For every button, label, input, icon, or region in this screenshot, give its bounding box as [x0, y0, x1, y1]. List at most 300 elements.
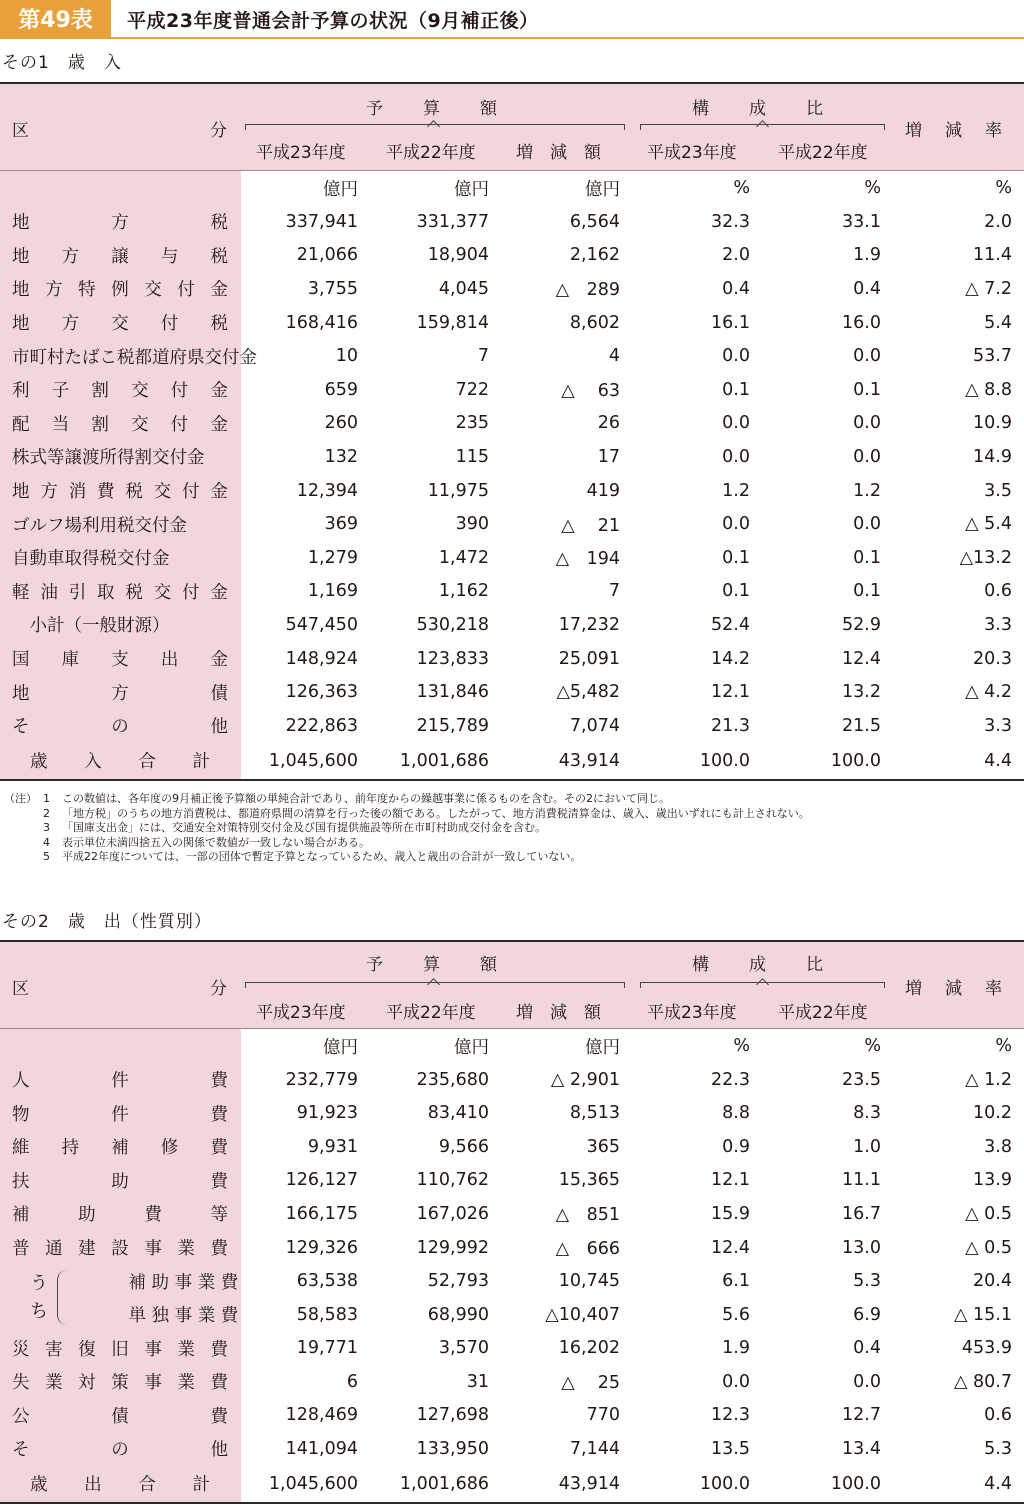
label-char: 引 [68, 582, 87, 603]
value-cell: 43,914 [558, 750, 620, 771]
value-cell: 12.4 [711, 1237, 750, 1258]
label-char: 物 [12, 1104, 30, 1125]
note-text: 「地方税」のうちの地方消費税は、都道府県間の清算を行った後の額である。したがって、地方消費税清算金は、歳入、歳出いずれにも計上されない。 [62, 806, 810, 820]
label-char: 割 [91, 414, 109, 435]
label-char: 税 [125, 482, 143, 503]
note-text: 表示単位未満四捨五入の関係で数値が一致しない場合がある。 [62, 835, 370, 849]
value-cell: 16.0 [842, 312, 881, 333]
unit-cell: % [733, 178, 750, 198]
label-char: 費 [210, 1239, 228, 1259]
label-char: 出 [84, 1475, 102, 1496]
value-cell: 15.9 [711, 1203, 750, 1224]
value-cell: 58,583 [296, 1304, 358, 1325]
label-char: 軽 [12, 582, 30, 603]
value-cell: 10.9 [973, 413, 1012, 434]
value-cell: 43,914 [558, 1473, 620, 1494]
label-char: 当 [51, 414, 70, 435]
fy22-header: 平成22年度 [386, 1003, 476, 1023]
row-label [12, 1164, 228, 1198]
value-cell: 0.4 [722, 278, 750, 299]
value-cell: 123,833 [416, 648, 489, 669]
value-cell: 215,789 [416, 715, 489, 736]
table-row [0, 1130, 1024, 1164]
value-cell: 2.0 [722, 245, 750, 266]
value-cell: 235 [455, 413, 489, 434]
value-cell: 20.4 [973, 1271, 1012, 1292]
label-char: 策 [111, 1373, 129, 1394]
units-row [0, 1029, 1024, 1063]
table-row [0, 1097, 1024, 1131]
category-header-bun: 分 [210, 979, 227, 999]
value-cell: 12.1 [711, 682, 750, 703]
row-label [12, 1097, 228, 1131]
revenue-table [0, 82, 1024, 781]
value-cell: 159,814 [416, 312, 489, 333]
value-cell: 141,094 [285, 1438, 358, 1459]
expenditure-table-header [0, 942, 1024, 1029]
value-cell: 100.0 [830, 750, 881, 771]
value-cell: 131,846 [416, 682, 489, 703]
label-char: 国 [12, 650, 30, 671]
label-char: 付 [177, 280, 195, 301]
label-char: 交 [131, 381, 149, 402]
value-cell: 3,755 [307, 278, 358, 299]
value-cell: 12.7 [842, 1405, 881, 1426]
label-char: そ [12, 717, 30, 738]
label-char: 金 [210, 582, 228, 603]
value-cell: △ 1.2 [965, 1069, 1012, 1090]
label-char: 債 [210, 683, 228, 704]
label-char: 通 [45, 1239, 63, 1259]
label-char: 費 [210, 1373, 228, 1394]
value-cell: △10,407 [545, 1304, 620, 1325]
budget-group-header: 予 算 額 [366, 955, 499, 975]
value-cell: 129,992 [416, 1237, 489, 1258]
value-cell: 4.4 [984, 750, 1012, 771]
label-char: の [111, 717, 129, 738]
value-cell: 0.0 [722, 346, 750, 367]
value-cell: 0.0 [853, 1371, 881, 1392]
fy22-header: 平成22年度 [386, 143, 476, 163]
label-char: 金 [210, 482, 228, 503]
value-cell: 9,566 [438, 1136, 489, 1157]
category-header-ku: 区 [12, 979, 29, 999]
value-cell: 25,091 [558, 648, 620, 669]
note-text: この数値は、各年度の9月補正後予算額の単純合計であり、前年度からの繰越事業に係るものを含む。その2において同じ。 [62, 792, 670, 805]
value-cell: 5.6 [722, 1304, 750, 1325]
value-cell: 0.1 [722, 547, 750, 568]
value-cell: 7,074 [569, 715, 620, 736]
value-cell: 52.4 [711, 614, 750, 635]
label-char: 費 [210, 1104, 228, 1125]
value-cell: △ 194 [555, 549, 620, 570]
value-cell: 5.3 [984, 1438, 1012, 1459]
value-cell: 0.9 [722, 1136, 750, 1157]
note-item [4, 807, 810, 822]
label-char: 件 [111, 1104, 129, 1125]
label-char: 入 [84, 752, 102, 772]
ratio-fy23-header: 平成23年度 [647, 143, 737, 163]
value-cell: 0.0 [853, 346, 881, 367]
value-cell: 8.8 [722, 1103, 750, 1124]
revenue-notes [4, 792, 810, 865]
label-char: 金 [210, 381, 228, 402]
value-cell: 10 [335, 346, 358, 367]
value-cell: 0.6 [984, 1405, 1012, 1426]
unit-cell: 億円 [454, 1037, 489, 1058]
value-cell: 13.9 [973, 1170, 1012, 1191]
value-cell: 6.9 [853, 1304, 881, 1325]
row-label [12, 1197, 228, 1231]
value-cell: 19,771 [296, 1338, 358, 1359]
label-char: 公 [12, 1406, 30, 1427]
value-cell: 0.0 [853, 446, 881, 467]
value-cell: 83,410 [427, 1103, 489, 1124]
row-label [12, 474, 228, 508]
table-row [0, 575, 1024, 609]
value-cell: 21.5 [842, 715, 881, 736]
table-row [0, 272, 1024, 306]
value-cell: 13.0 [842, 1237, 881, 1258]
value-cell: 11,975 [427, 480, 489, 501]
label-char: 維 [12, 1138, 30, 1159]
expenditure-table-body [0, 1029, 1024, 1502]
table-row [0, 1231, 1024, 1265]
value-cell: 13.2 [842, 682, 881, 703]
table-row [0, 1164, 1024, 1198]
value-cell: △ 5.4 [965, 514, 1012, 535]
row-label [30, 743, 210, 779]
note-number: 2 [43, 806, 50, 820]
table-number-badge: 第49表 [0, 0, 111, 37]
table-row [0, 474, 1024, 508]
budget-group-header: 予 算 額 [366, 99, 499, 119]
row-label [12, 675, 228, 709]
label-char: 特 [78, 280, 96, 301]
table-row [0, 1264, 1024, 1298]
row-label [12, 1130, 228, 1164]
value-cell: 11.1 [842, 1170, 881, 1191]
label-char: 費 [210, 1171, 228, 1192]
unit-cell: 億円 [585, 179, 620, 200]
label-char: 地 [12, 246, 30, 267]
value-cell: 115 [455, 446, 489, 467]
value-cell: 3.3 [984, 715, 1012, 736]
value-cell: 3.3 [984, 614, 1012, 635]
table-row [0, 239, 1024, 273]
label-char: 税 [210, 246, 228, 267]
value-cell: 0.1 [722, 581, 750, 602]
value-cell: △ 25 [561, 1373, 620, 1394]
value-cell: 20.3 [973, 648, 1012, 669]
table-row [0, 1063, 1024, 1097]
row-label [12, 1398, 228, 1432]
label-char: 業 [45, 1373, 63, 1394]
unit-cell: % [995, 178, 1012, 198]
value-cell: △ 2,901 [550, 1069, 620, 1090]
row-label [12, 306, 228, 340]
value-cell: 63,538 [296, 1271, 358, 1292]
label-char: 交 [144, 280, 162, 301]
note-text: 「国庫支出金」には、交通安全対策特別交付金及び国有提供施設等所在市町村助成交付金を含む。 [62, 821, 546, 835]
label-char: そ [12, 1440, 30, 1461]
value-cell: 0.1 [853, 379, 881, 400]
label-char: 取 [97, 582, 115, 603]
label-char: 金 [210, 280, 228, 301]
value-cell: 2,162 [569, 245, 620, 266]
row-label [12, 1231, 228, 1265]
value-cell: 15,365 [558, 1170, 620, 1191]
value-cell: 14.9 [973, 446, 1012, 467]
diff-header: 増 減 額 [516, 143, 601, 163]
label-char: 件 [111, 1071, 129, 1092]
label-char: 歳 [30, 752, 48, 772]
label-char: 扶 [12, 1171, 30, 1192]
value-cell: △ 0.5 [965, 1237, 1012, 1258]
value-cell: 100.0 [699, 750, 750, 771]
label-char: 配 [12, 414, 30, 435]
note-item [4, 821, 810, 836]
label-char: 交 [131, 414, 149, 435]
value-cell: △ 80.7 [954, 1371, 1012, 1392]
revenue-table-header [0, 84, 1024, 171]
note-number: 3 [43, 821, 50, 835]
table-row [0, 306, 1024, 340]
value-cell: △ 15.1 [954, 1304, 1012, 1325]
uchi-label: うち [30, 1273, 48, 1322]
table-row [0, 440, 1024, 474]
row-label [12, 272, 228, 306]
table-row [0, 373, 1024, 407]
row-label [12, 1365, 228, 1399]
label-char: 方 [40, 482, 58, 503]
label-char: 税 [125, 582, 143, 603]
value-cell: 547,450 [285, 614, 358, 635]
expenditure-section-title: その2 歳 出（性質別） [2, 912, 212, 932]
value-cell: △5,482 [556, 682, 620, 703]
label-char: 事 [144, 1239, 162, 1259]
label-char: 金 [210, 650, 228, 671]
row-label [12, 1331, 228, 1365]
value-cell: 18,904 [427, 245, 489, 266]
label-char: 付 [182, 482, 200, 503]
label-char: 出 [160, 650, 179, 671]
value-cell: △ 21 [561, 515, 620, 536]
value-cell: 17 [597, 446, 620, 467]
value-cell: 17,232 [558, 614, 620, 635]
label-char: 例 [111, 280, 129, 301]
label-char: 害 [45, 1339, 63, 1360]
value-cell: 1,001,686 [399, 1473, 489, 1494]
label-char: 付 [170, 381, 189, 402]
label-char: 地 [12, 213, 30, 234]
diff-header: 増 減 額 [516, 1003, 601, 1023]
value-cell: 128,469 [285, 1405, 358, 1426]
value-cell: 52,793 [427, 1271, 489, 1292]
label-char: 庫 [61, 650, 80, 671]
total-row [0, 1466, 1024, 1502]
label-char: 助 [78, 1205, 96, 1226]
row-label: 自動車取得税交付金 [12, 549, 170, 570]
category-header-bun: 分 [210, 121, 227, 141]
label-char: 付 [170, 414, 189, 435]
value-cell: 0.0 [853, 514, 881, 535]
label-char: 業 [177, 1373, 195, 1394]
table-row [0, 709, 1024, 743]
value-cell: 1,472 [438, 547, 489, 568]
value-cell: 5.3 [853, 1271, 881, 1292]
row-label [12, 407, 228, 441]
value-cell: 390 [455, 514, 489, 535]
table-row [0, 1432, 1024, 1466]
value-cell: 12.1 [711, 1170, 750, 1191]
label-char: 割 [91, 381, 109, 402]
value-cell: 222,863 [285, 715, 358, 736]
row-label [30, 1466, 210, 1502]
row-label [12, 239, 228, 273]
value-cell: 4,045 [438, 278, 489, 299]
value-cell: 0.4 [853, 278, 881, 299]
ratio-fy22-header: 平成22年度 [778, 1003, 868, 1023]
label-char: 油 [40, 582, 58, 603]
value-cell: 11.4 [973, 245, 1012, 266]
label-char: 人 [12, 1071, 30, 1092]
label-char: 建 [78, 1239, 96, 1259]
value-cell: △ 8.8 [965, 379, 1012, 400]
label-char: 地 [12, 280, 30, 301]
note-item [4, 836, 810, 851]
label-char: 譲 [111, 246, 129, 267]
unit-cell: % [995, 1036, 1012, 1056]
title-bar [0, 0, 1024, 39]
label-char: 交 [153, 582, 172, 603]
expenditure-table [0, 940, 1024, 1504]
label-char: 補 [12, 1205, 30, 1226]
revenue-section-title: その1 歳 入 [2, 53, 122, 73]
row-label [12, 642, 228, 676]
value-cell: 1.9 [722, 1338, 750, 1359]
value-cell: 1.9 [853, 245, 881, 266]
value-cell: 167,026 [416, 1203, 489, 1224]
unit-cell: 億円 [454, 179, 489, 200]
value-cell: 52.9 [842, 614, 881, 635]
revenue-table-body [0, 171, 1024, 779]
value-cell: 23.5 [842, 1069, 881, 1090]
ratio-fy23-header: 平成23年度 [647, 1003, 737, 1023]
label-char: 歳 [30, 1475, 48, 1496]
ratio-fy22-header: 平成22年度 [778, 143, 868, 163]
value-cell: 0.0 [853, 413, 881, 434]
label-char: 地 [12, 314, 30, 335]
table-row [0, 205, 1024, 239]
value-cell: 1,279 [307, 547, 358, 568]
unit-cell: % [864, 1036, 881, 1056]
value-cell: 2.0 [984, 211, 1012, 232]
table-row [0, 339, 1024, 373]
value-cell: △ 666 [555, 1239, 620, 1259]
note-number: 4 [43, 835, 50, 849]
value-cell: 14.2 [711, 648, 750, 669]
value-cell: 133,950 [416, 1438, 489, 1459]
value-cell: 12.4 [842, 648, 881, 669]
label-char: 付 [160, 314, 179, 335]
value-cell: 7 [477, 346, 489, 367]
value-cell: 5.4 [984, 312, 1012, 333]
value-cell: 0.1 [853, 581, 881, 602]
label-char: 利 [12, 381, 30, 402]
label-char: 費 [210, 1138, 228, 1159]
value-cell: 3.5 [984, 480, 1012, 501]
label-char: 方 [61, 314, 80, 335]
label-char: 持 [61, 1138, 80, 1159]
value-cell: 4 [608, 346, 620, 367]
label-char: 方 [61, 246, 80, 267]
row-label: 市町村たばこ税都道府県交付金 [12, 347, 257, 368]
label-char: 費 [210, 1406, 228, 1427]
value-cell: 12.3 [711, 1405, 750, 1426]
value-cell: 148,924 [285, 648, 358, 669]
value-cell: 7 [608, 581, 620, 602]
value-cell: 0.0 [722, 1371, 750, 1392]
label-char: 修 [160, 1138, 179, 1159]
value-cell: 1,045,600 [268, 1473, 358, 1494]
value-cell: 10,745 [558, 1271, 620, 1292]
value-cell: △ 289 [555, 280, 620, 301]
label-char: 災 [12, 1339, 30, 1360]
value-cell: 12,394 [296, 480, 358, 501]
value-cell: 53.7 [973, 346, 1012, 367]
value-cell: 10.2 [973, 1103, 1012, 1124]
units-row [0, 171, 1024, 205]
unit-cell: % [864, 178, 881, 198]
value-cell: 6.1 [722, 1271, 750, 1292]
label-char: 方 [45, 280, 63, 301]
table-row [0, 1331, 1024, 1365]
label-char: 地 [12, 482, 30, 503]
uchi-brace [57, 1270, 68, 1325]
ratio-group-header: 構 成 比 [692, 99, 825, 119]
row-label: 株式等譲渡所得割交付金 [12, 448, 205, 469]
table-row [0, 608, 1024, 642]
fy23-header: 平成23年度 [256, 143, 346, 163]
value-cell: 33.1 [842, 211, 881, 232]
label-char: 旧 [111, 1339, 129, 1360]
value-cell: 419 [586, 480, 620, 501]
unit-cell: 億円 [585, 1037, 620, 1058]
note-number: 1 [43, 792, 50, 805]
label-char: 業 [177, 1339, 195, 1360]
label-char: 交 [153, 482, 172, 503]
label-char: 費 [210, 1071, 228, 1092]
value-cell: 0.0 [722, 446, 750, 467]
value-cell: 1,045,600 [268, 750, 358, 771]
change-rate-header: 増 減 率 [905, 979, 1005, 999]
ratio-group-header: 構 成 比 [692, 955, 825, 975]
value-cell: 770 [586, 1405, 620, 1426]
value-cell: 168,416 [285, 312, 358, 333]
value-cell: 166,175 [285, 1203, 358, 1224]
value-cell: 1,001,686 [399, 750, 489, 771]
value-cell: 369 [324, 514, 358, 535]
value-cell: 235,680 [416, 1069, 489, 1090]
page-title: 平成23年度普通会計予算の状況（9月補正後） [127, 10, 539, 32]
row-label [12, 373, 228, 407]
value-cell: 1,169 [307, 581, 358, 602]
value-cell: 129,326 [285, 1237, 358, 1258]
value-cell: 8,513 [569, 1103, 620, 1124]
row-label [12, 1063, 228, 1097]
row-label: 小計（一般財源） [12, 616, 170, 637]
